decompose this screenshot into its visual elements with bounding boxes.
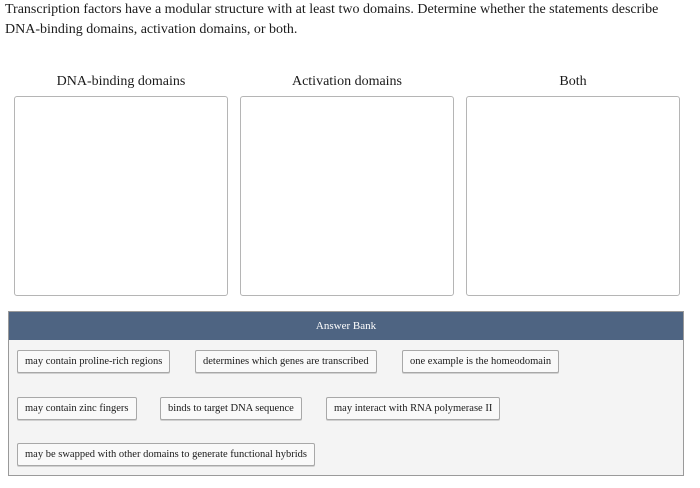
answer-chip-proline-rich[interactable]: may contain proline-rich regions — [17, 350, 170, 373]
drop-zone-both[interactable] — [466, 96, 680, 296]
answer-chip-determines-genes[interactable]: determines which genes are transcribed — [195, 350, 377, 373]
answer-chip-rna-polymerase[interactable]: may interact with RNA polymerase II — [326, 397, 500, 420]
question-prompt — [5, 0, 685, 40]
answer-chip-zinc-fingers[interactable]: may contain zinc fingers — [17, 397, 137, 420]
prompt-line-1: Transcription factors have a modular structure with at least two domains. Determine whether the statements describe — [5, 2, 659, 17]
answer-chip-binds-dna[interactable]: binds to target DNA sequence — [160, 397, 302, 420]
column-title-both: Both — [559, 74, 587, 89]
answer-chip-swapped-domains[interactable]: may be swapped with other domains to generate functional hybrids — [17, 443, 315, 466]
answer-bank-header: Answer Bank — [9, 312, 683, 340]
drop-zone-dna-binding[interactable] — [14, 96, 228, 296]
prompt-line-2: DNA-binding domains, activation domains, or both. — [5, 22, 298, 37]
answer-chip-homeodomain[interactable]: one example is the homeodomain — [402, 350, 559, 373]
answer-bank — [8, 311, 684, 476]
drop-zone-activation[interactable] — [240, 96, 454, 296]
column-title-dna-binding: DNA-binding domains — [56, 74, 186, 89]
column-title-activation: Activation domains — [291, 74, 403, 89]
